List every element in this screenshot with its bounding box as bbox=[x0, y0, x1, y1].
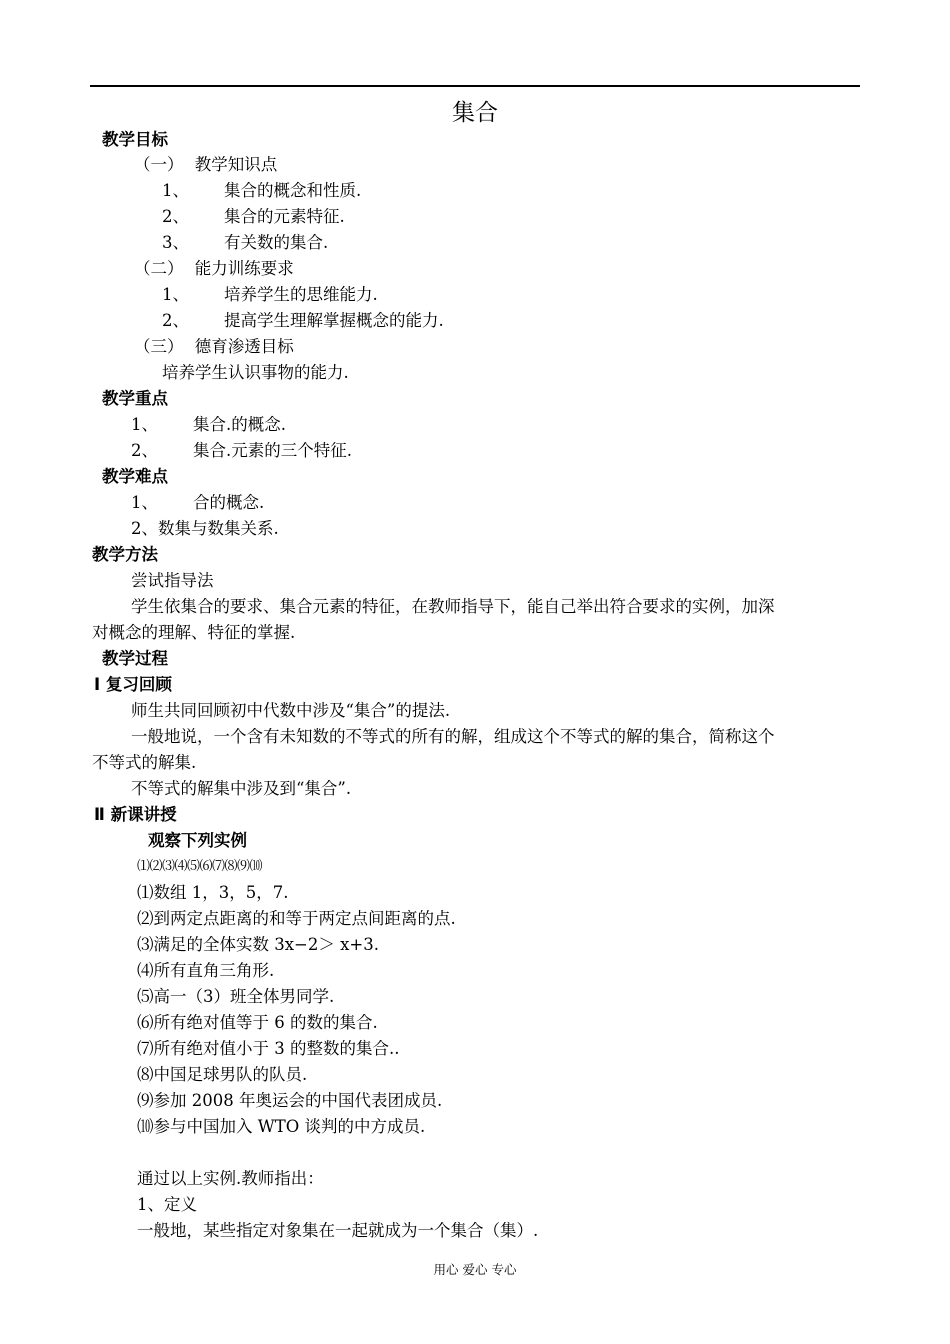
review-heading: Ⅰ 复习回顾 bbox=[94, 675, 172, 694]
example-item: ⑶满足的全体实数 3x−2＞ x+3. bbox=[137, 935, 379, 954]
item-text: 培养学生的思维能力. bbox=[224, 285, 378, 304]
section-label: （一） bbox=[134, 155, 184, 174]
item-number: 2、 bbox=[131, 441, 158, 460]
list-item bbox=[131, 492, 264, 514]
definition-text: 一般地，某些指定对象集在一起就成为一个集合（集）. bbox=[137, 1221, 539, 1240]
page-title: 集合 bbox=[452, 100, 498, 126]
item-text: 集合的概念和性质. bbox=[224, 181, 362, 200]
list-item bbox=[162, 310, 444, 332]
objectives-section-1 bbox=[134, 154, 277, 176]
example-item: ⑸高一（3）班全体男同学. bbox=[137, 987, 335, 1006]
review-paragraph-3: 不等式的解集中涉及到“集合”. bbox=[131, 779, 352, 798]
keypoints-heading: 教学重点 bbox=[102, 389, 168, 408]
methods-heading: 教学方法 bbox=[92, 545, 158, 564]
section-text: 德育渗透目标 bbox=[194, 337, 294, 356]
example-item: ⑻中国足球男队的队员. bbox=[137, 1065, 308, 1084]
list-item bbox=[131, 440, 352, 462]
difficulties-heading: 教学难点 bbox=[102, 467, 168, 486]
item-text: 集合.元素的三个特征. bbox=[193, 441, 352, 460]
item-text: 提高学生理解掌握概念的能力. bbox=[224, 311, 444, 330]
methods-paragraph-line-1: 学生依集合的要求、集合元素的特征，在教师指导下，能自己举出符合要求的实例，加深 bbox=[131, 597, 775, 616]
process-heading: 教学过程 bbox=[102, 649, 168, 668]
list-item bbox=[162, 232, 328, 254]
item-number: 3、 bbox=[162, 233, 189, 252]
methods-line: 尝试指导法 bbox=[131, 571, 214, 590]
item-number: 1、 bbox=[131, 493, 158, 512]
list-item bbox=[162, 206, 345, 228]
newlesson-subheading: 观察下列实例 bbox=[148, 831, 247, 850]
list-item: 2、数集与数集关系. bbox=[131, 519, 279, 538]
review-paragraph-2-line-1: 一般地说，一个含有未知数的不等式的所有的解，组成这个不等式的解的集合，简称这个 bbox=[131, 727, 775, 746]
list-item bbox=[162, 180, 361, 202]
item-number: 1、 bbox=[131, 415, 158, 434]
item-number: 2、 bbox=[162, 311, 189, 330]
objectives-section-3 bbox=[134, 336, 294, 358]
after-examples-text: 通过以上实例.教师指出： bbox=[137, 1169, 324, 1188]
newlesson-heading: Ⅱ 新课讲授 bbox=[94, 805, 177, 824]
page-footer: 用心 爱心 专心 bbox=[433, 1262, 517, 1277]
definition-heading: 1、定义 bbox=[137, 1195, 197, 1214]
item-number: 2、 bbox=[162, 207, 189, 226]
section-text: 教学知识点 bbox=[194, 155, 278, 174]
item-text: 有关数的集合. bbox=[224, 233, 329, 252]
section-label: （三） bbox=[134, 337, 184, 356]
item-text: 合的概念. bbox=[193, 493, 265, 512]
example-item: ⑼参加 2008 年奥运会的中国代表团成员. bbox=[137, 1091, 443, 1110]
section-label: （二） bbox=[134, 259, 184, 278]
example-item: ⑷所有直角三角形. bbox=[137, 961, 275, 980]
example-item: ⑹所有绝对值等于 6 的数的集合. bbox=[137, 1013, 378, 1032]
review-paragraph-2-line-2: 不等式的解集. bbox=[92, 753, 197, 772]
objectives-section-2 bbox=[134, 258, 294, 280]
item-text: 集合的元素特征. bbox=[224, 207, 345, 226]
example-item: ⑺所有绝对值小于 3 的整数的集合.. bbox=[137, 1039, 400, 1058]
list-item bbox=[131, 414, 286, 436]
methods-paragraph-line-2: 对概念的理解、特征的掌握. bbox=[92, 623, 296, 642]
review-paragraph-1: 师生共同回顾初中代数中涉及“集合”的提法. bbox=[131, 701, 451, 720]
item-text: 集合.的概念. bbox=[193, 415, 286, 434]
list-item bbox=[162, 284, 378, 306]
item-number: 1、 bbox=[162, 285, 189, 304]
example-item: ⑵到两定点距离的和等于两定点间距离的点. bbox=[137, 909, 456, 928]
example-item: ⑽参与中国加入 WTO 谈判的中方成员. bbox=[137, 1117, 426, 1136]
objectives-heading: 教学目标 bbox=[102, 130, 168, 149]
item-number: 1、 bbox=[162, 181, 189, 200]
header-rule bbox=[90, 85, 860, 87]
section-text: 能力训练要求 bbox=[194, 259, 294, 278]
section-3-text: 培养学生认识事物的能力. bbox=[162, 363, 349, 382]
example-item: ⑴数组 1，3，5，7. bbox=[137, 883, 289, 902]
example-marks: ⑴⑵⑶⑷⑸⑹⑺⑻⑼⑽ bbox=[137, 859, 263, 874]
